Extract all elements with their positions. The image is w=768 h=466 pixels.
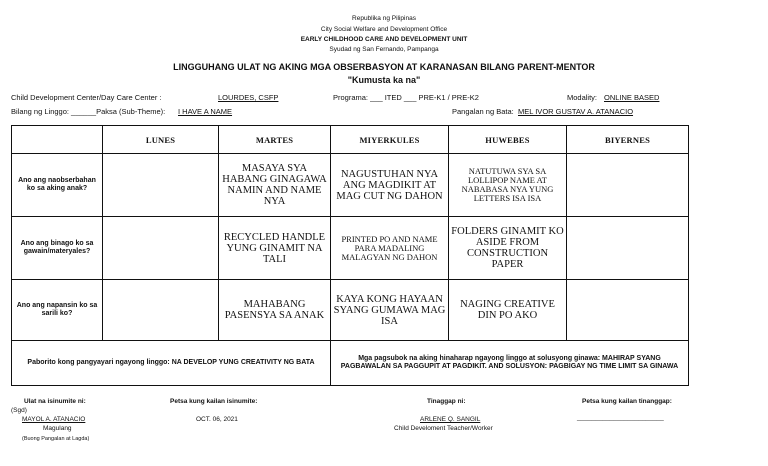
office-line: City Social Welfare and Development Office <box>320 26 448 33</box>
received-by-role: Child Develoment Teacher/Worker <box>394 425 493 432</box>
cell-huwebes: NATUTUWA SYA SA LOLLIPOP NAME AT NABABASA NYA YUNG LETTERS ISA ISA <box>449 154 567 217</box>
date-received-label: Petsa kung kailan tinanggap: <box>582 398 672 405</box>
programa-label: Programa: ___ ITED ___ PRE-K1 / PRE-K2 <box>333 93 479 102</box>
received-by-name: ARLENE Q. SANGIL <box>420 416 481 423</box>
subtheme-value: I HAVE A NAME <box>178 107 233 116</box>
cell-lunes <box>103 217 219 280</box>
cell-lunes <box>103 280 219 341</box>
summary-row <box>12 341 689 386</box>
cell-martes: RECYCLED HANDLE YUNG GINAMIT NA TALI <box>219 217 331 280</box>
cell-martes: MASAYA SYA HABANG GINAGAWA NAMIN AND NAME NYA <box>219 154 331 217</box>
header-miyerkules: MIYERKULES <box>331 126 449 154</box>
cell-biyernes <box>567 217 689 280</box>
submitted-by-label: Ulat na isinumite ni: <box>24 398 86 405</box>
observation-table <box>11 125 689 386</box>
cell-huwebes: NAGING CREATIVE DIN PO AKO <box>449 280 567 341</box>
cell-huwebes: FOLDERS GINAMIT KO ASIDE FROM CONSTRUCTION PAPER <box>449 217 567 280</box>
table-row <box>12 154 689 217</box>
submitted-by-note: (Buong Pangalan at Lagda) <box>22 436 90 442</box>
table-row <box>12 217 689 280</box>
sgd-mark: (Sgd) <box>11 407 27 414</box>
unit-line: EARLY CHILDHOOD CARE AND DEVELOPMENT UNIT <box>300 36 468 43</box>
submitted-by-role: Magulang <box>43 425 72 432</box>
header-huwebes: HUWEBES <box>449 126 567 154</box>
table-row <box>12 280 689 341</box>
header-lunes: LUNES <box>103 126 219 154</box>
center-value: LOURDES, CSFP <box>218 93 279 102</box>
favorite-event: Paborito kong pangyayari ngayong linggo: NA DEVELOP YUNG CREATIVITY NG BATA <box>12 341 331 386</box>
row-question: Ano ang naobserbahan ko sa aking anak? <box>12 154 103 217</box>
challenges-solutions: Mga pagsubok na aking hinaharap ngayong linggo at solusyong ginawa: MAHIRAP SYANG PAGBAWALAN SA PAGGUPIT AT PAGDIKIT. AND SOLUSYON: PAGBIGAY NG TIME LIMIT SA GINAWA <box>331 341 689 386</box>
child-name-label: Pangalan ng Bata: <box>452 107 514 116</box>
cell-miyerkules: PRINTED PO AND NAME PARA MADALING MALAGYAN NG DAHON <box>331 217 449 280</box>
table-header-row <box>12 126 689 154</box>
cell-lunes <box>103 154 219 217</box>
cell-miyerkules: KAYA KONG HAYAAN SYANG GUMAWA MAG ISA <box>331 280 449 341</box>
date-submitted-value: OCT. 06, 2021 <box>196 416 238 423</box>
modality-label: Modality: <box>567 93 598 102</box>
header-empty <box>12 126 103 154</box>
report-subtitle: "Kumusta ka na" <box>347 75 421 85</box>
header-martes: MARTES <box>219 126 331 154</box>
cell-biyernes <box>567 154 689 217</box>
week-label: Bilang ng Linggo: ______Paksa (Sub-Theme): <box>11 107 166 116</box>
row-question: Ano ang napansin ko sa sarili ko? <box>12 280 103 341</box>
date-submitted-label: Petsa kung kailan isinumite: <box>170 398 258 405</box>
modality-value: ONLINE BASED <box>604 93 660 102</box>
cell-miyerkules: NAGUSTUHAN NYA ANG MAGDIKIT AT MAG CUT NG DAHON <box>331 154 449 217</box>
received-by-label: Tinaggap ni: <box>427 398 466 405</box>
address-line: Syudad ng San Fernando, Pampanga <box>329 46 439 53</box>
header-biyernes: BIYERNES <box>567 126 689 154</box>
cell-martes: MAHABANG PASENSYA SA ANAK <box>219 280 331 341</box>
child-name-value: MEL IVOR GUSTAV A. ATANACIO <box>518 107 634 116</box>
center-label: Child Development Center/Day Care Center : <box>11 93 162 102</box>
republic-line: Republika ng Pilipinas <box>352 15 416 22</box>
report-title: LINGGUHANG ULAT NG AKING MGA OBSERBASYON AT KARANASAN BILANG PARENT-MENTOR <box>173 62 595 72</box>
date-received-value: ________________________ <box>577 414 664 421</box>
submitted-by-name: MAYOL A. ATANACIO <box>22 416 86 423</box>
cell-biyernes <box>567 280 689 341</box>
row-question: Ano ang binago ko sa gawain/materyales? <box>12 217 103 280</box>
